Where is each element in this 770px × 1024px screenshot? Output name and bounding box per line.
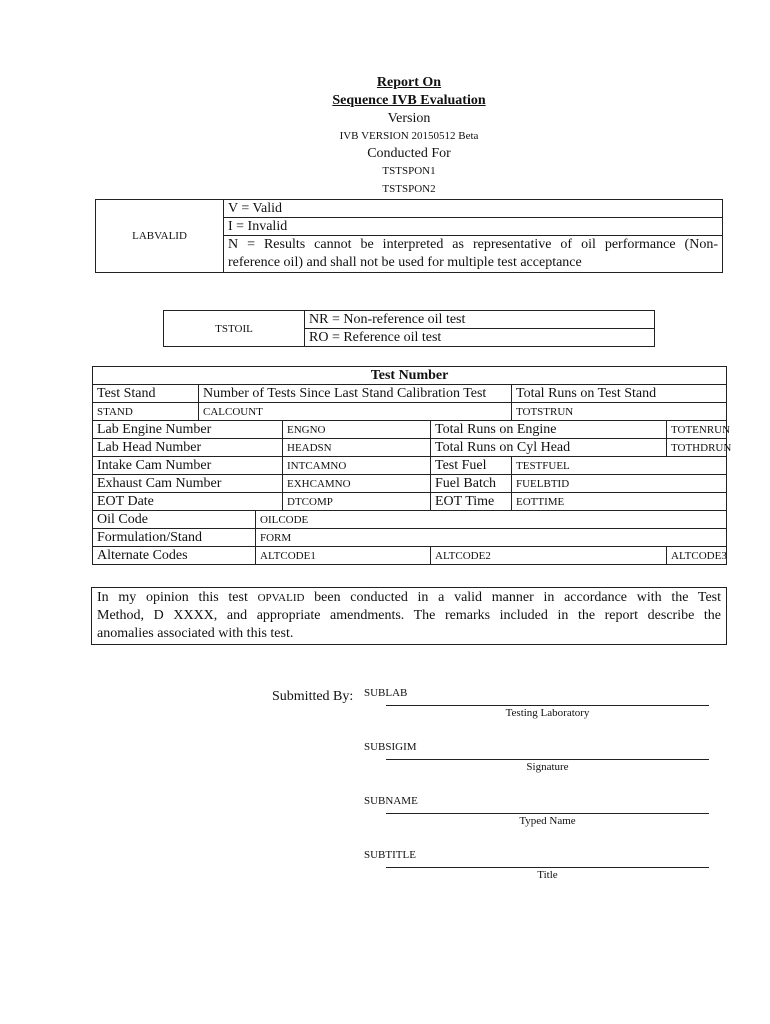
sublab-line xyxy=(386,705,709,706)
altcode1-field: ALTCODE1 xyxy=(256,547,431,565)
calcount-field: CALCOUNT xyxy=(199,403,512,421)
signature-line xyxy=(386,759,709,760)
labvalid-table xyxy=(95,199,723,273)
total-runs-head-label: Total Runs on Cyl Head xyxy=(431,439,667,457)
lab-head-label: Lab Head Number xyxy=(93,439,283,457)
formulation-label: Formulation/Stand xyxy=(93,529,256,547)
title-line xyxy=(386,867,709,868)
labvalid-n-line2: reference oil) and shall not be used for multiple test acceptance xyxy=(228,255,582,270)
intcamno-field: INTCAMNO xyxy=(283,457,431,475)
labvalid-field: LABVALID xyxy=(96,200,224,273)
typed-name-line xyxy=(386,813,709,814)
labvalid-n-description xyxy=(224,236,723,273)
fuelbtid-field: FUELBTID xyxy=(512,475,727,493)
report-on-title: Report On xyxy=(376,75,442,90)
tothdrun-field: TOTHDRUN xyxy=(667,439,727,457)
sequence-title: Sequence IVB Evaluation xyxy=(332,93,486,108)
altcode2-field: ALTCODE2 xyxy=(431,547,667,565)
labvalid-valid: V = Valid xyxy=(224,200,723,218)
stand-field: STAND xyxy=(93,403,199,421)
subtitle-field: SUBTITLE xyxy=(364,849,416,861)
typed-name-caption: Typed Name xyxy=(519,815,576,827)
opvalid-field: OPVALID xyxy=(257,592,305,604)
fuel-batch-label: Fuel Batch xyxy=(431,475,512,493)
exhcamno-field: EXHCAMNO xyxy=(283,475,431,493)
opinion-part2: been conducted in a valid manner in accordance with the Test xyxy=(314,590,722,605)
oilcode-field: OILCODE xyxy=(256,511,727,529)
total-runs-stand-label: Total Runs on Test Stand xyxy=(512,385,727,403)
test-number-heading: Test Number xyxy=(93,367,727,385)
intake-cam-label: Intake Cam Number xyxy=(93,457,283,475)
testfuel-field: TESTFUEL xyxy=(512,457,727,475)
opinion-line2: Method, D XXXX, and appropriate amendments. The remarks included in the report describe the xyxy=(97,608,721,623)
exhaust-cam-label: Exhaust Cam Number xyxy=(93,475,283,493)
totstrun-field: TOTSTRUN xyxy=(512,403,727,421)
tstoil-table xyxy=(163,310,655,347)
testing-lab-caption: Testing Laboratory xyxy=(505,707,590,719)
test-fuel-label: Test Fuel xyxy=(431,457,512,475)
version-value: IVB VERSION 20150512 Beta xyxy=(339,130,479,142)
subsigim-field: SUBSIGIM xyxy=(364,741,417,753)
conducted-for-label: Conducted For xyxy=(367,146,451,161)
tstoil-field: TSTOIL xyxy=(164,311,305,347)
version-label: Version xyxy=(387,111,431,126)
sublab-field: SUBLAB xyxy=(364,687,408,699)
totenrun-field: TOTENRUN xyxy=(667,421,727,439)
eottime-field: EOTTIME xyxy=(512,493,727,511)
tstoil-ro: RO = Reference oil test xyxy=(305,329,655,347)
labvalid-n-line1: N = Results cannot be interpreted as representative of oil performance (Non- xyxy=(228,237,718,252)
eot-time-label: EOT Time xyxy=(431,493,512,511)
signature-caption: Signature xyxy=(526,761,569,773)
eot-date-label: EOT Date xyxy=(93,493,283,511)
opinion-line3: anomalies associated with this test. xyxy=(97,626,294,641)
headsn-field: HEADSN xyxy=(283,439,431,457)
sponsor-1: TSTSPON1 xyxy=(382,165,436,177)
opinion-line1 xyxy=(97,589,721,607)
tstoil-nr: NR = Non-reference oil test xyxy=(305,311,655,329)
form-field: FORM xyxy=(256,529,727,547)
labvalid-invalid: I = Invalid xyxy=(224,218,723,236)
lab-engine-label: Lab Engine Number xyxy=(93,421,283,439)
opinion-part1: In my opinion this test xyxy=(97,590,248,605)
subname-field: SUBNAME xyxy=(364,795,418,807)
test-info-table xyxy=(92,366,732,565)
opinion-box xyxy=(91,587,727,645)
test-stand-label: Test Stand xyxy=(93,385,199,403)
title-caption: Title xyxy=(537,869,558,881)
alternate-codes-label: Alternate Codes xyxy=(93,547,256,565)
num-tests-label: Number of Tests Since Last Stand Calibration Test xyxy=(199,385,512,403)
dtcomp-field: DTCOMP xyxy=(283,493,431,511)
total-runs-engine-label: Total Runs on Engine xyxy=(431,421,667,439)
altcode3-field: ALTCODE3 xyxy=(667,547,727,565)
sponsor-2: TSTSPON2 xyxy=(382,183,436,195)
submitted-by-label: Submitted By: xyxy=(272,689,354,704)
engno-field: ENGNO xyxy=(283,421,431,439)
oil-code-label: Oil Code xyxy=(93,511,256,529)
